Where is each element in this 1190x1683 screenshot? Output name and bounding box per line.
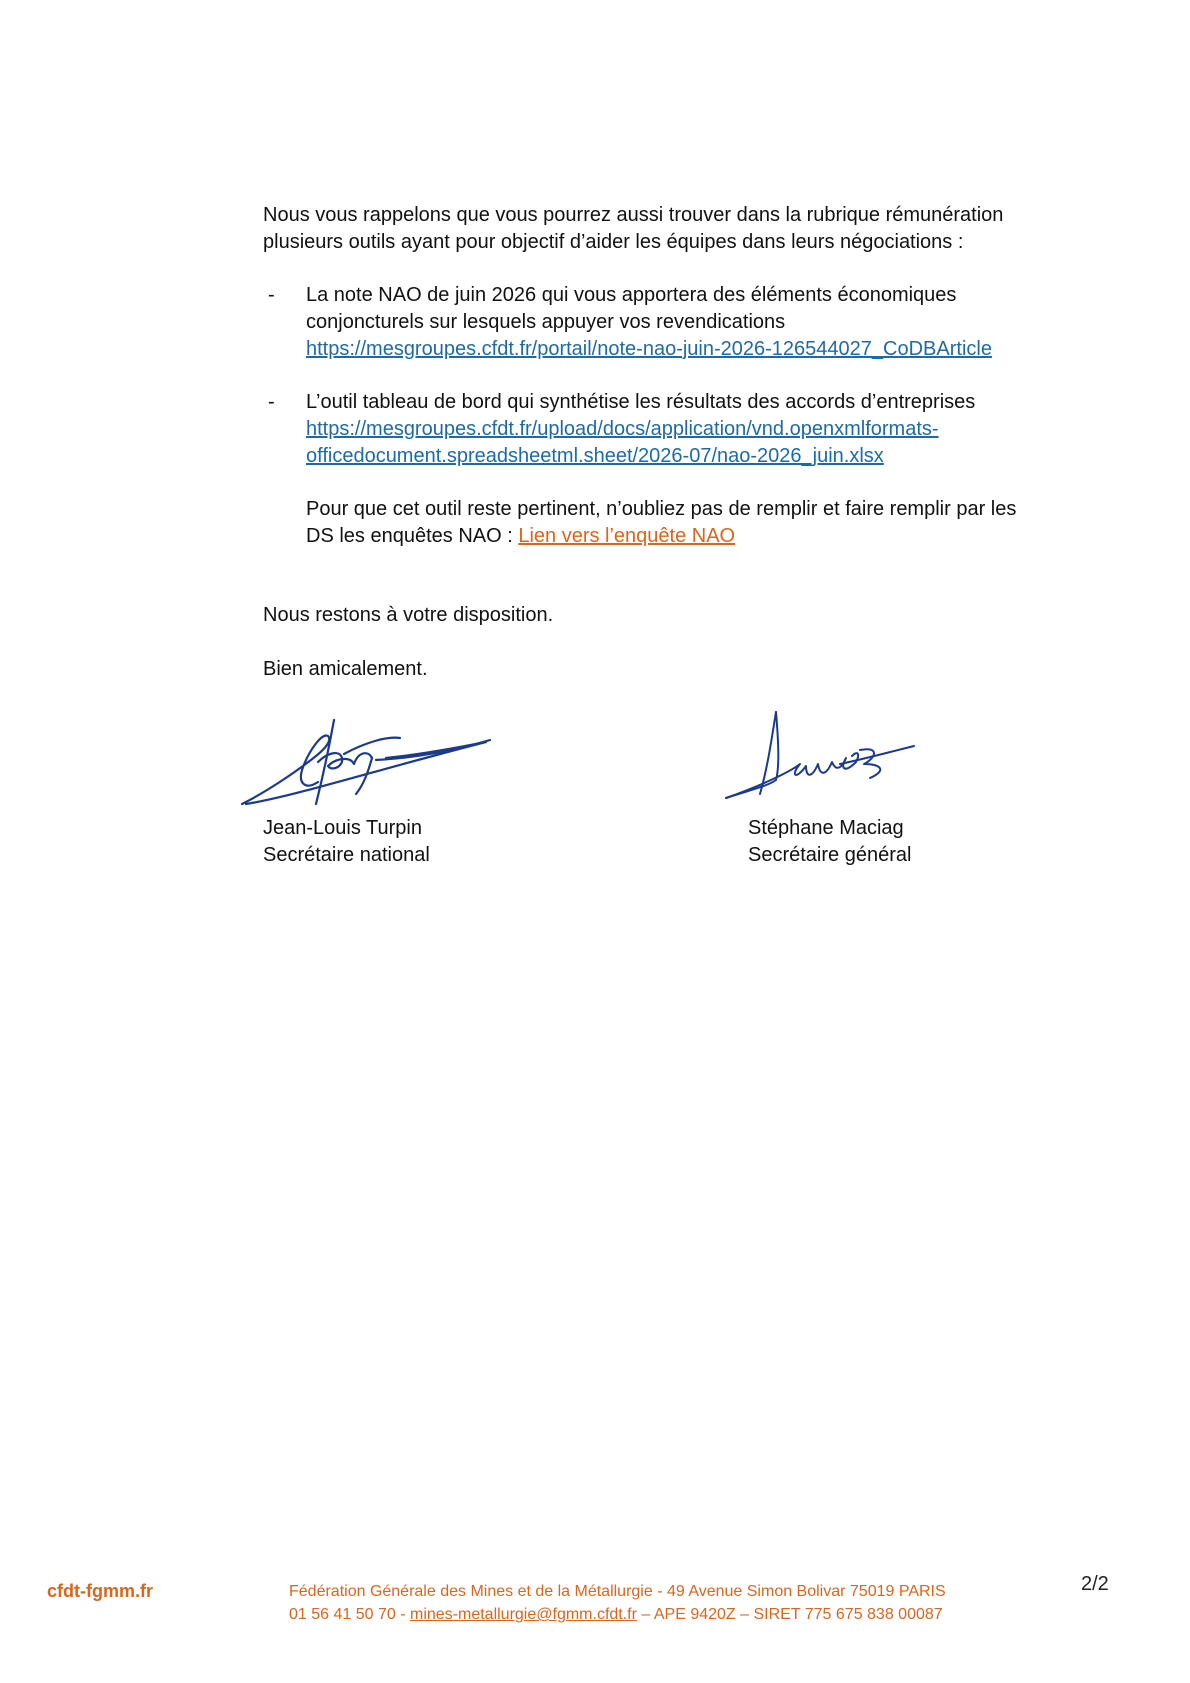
intro-line-2: plusieurs outils ayant pour objectif d’aider les équipes dans leurs négociations :: [263, 231, 964, 253]
bullet-text-line-2: conjoncturels sur lesquels appuyer vos revendications: [306, 311, 786, 333]
dashboard-link-line-1[interactable]: https://mesgroupes.cfdt.fr/upload/docs/application/vnd.openxmlformats-: [306, 418, 939, 440]
bullet-dash: -: [268, 391, 275, 413]
footer-registration: – APE 9420Z – SIRET 775 675 838 00087: [636, 1606, 943, 1623]
signature-maciag: [720, 706, 920, 806]
signatory-title: Secrétaire national: [263, 844, 430, 866]
bullet-item-nao-note: [263, 282, 1085, 363]
signature-turpin: [236, 712, 496, 812]
footer-phone: 01 56 41 50 70 -: [289, 1606, 410, 1623]
bullet-item-dashboard-tool: [263, 389, 1085, 470]
survey-text-prefix: DS les enquêtes NAO :: [306, 525, 519, 547]
footer-address: Fédération Générale des Mines et de la Métallurgie - 49 Avenue Simon Bolivar 75019 PARIS: [289, 1583, 946, 1600]
nao-note-link[interactable]: https://mesgroupes.cfdt.fr/portail/note-nao-juin-2026-126544027_CoDBArticle: [306, 338, 992, 360]
bullet-text-line-1: La note NAO de juin 2026 qui vous apportera des éléments économiques: [306, 284, 957, 306]
footer-email-link[interactable]: mines-metallurgie@fgmm.cfdt.fr: [409, 1606, 637, 1623]
survey-link[interactable]: Lien vers l’enquête NAO: [518, 525, 736, 547]
closing-greeting: Bien amicalement.: [263, 658, 428, 680]
signatory-title: Secrétaire général: [748, 844, 912, 866]
survey-paragraph: [263, 496, 1085, 550]
closing-availability: Nous restons à votre disposition.: [263, 604, 554, 626]
footer-website: cfdt-fgmm.fr: [47, 1581, 153, 1601]
bullet-text-line-1: L’outil tableau de bord qui synthétise les résultats des accords d’entreprises: [306, 391, 976, 413]
survey-text-line-1: Pour que cet outil reste pertinent, n’oubliez pas de remplir et faire remplir par les: [306, 498, 1017, 520]
intro-line-1: Nous vous rappelons que vous pourrez aussi trouver dans la rubrique rémunération: [263, 204, 1004, 226]
footer-contact-block: [289, 1580, 946, 1626]
signatory-left: [263, 815, 430, 869]
intro-paragraph: [263, 202, 1085, 256]
signatory-right: [748, 815, 911, 869]
signatory-name: Jean-Louis Turpin: [263, 817, 422, 839]
signatory-name: Stéphane Maciag: [748, 817, 904, 839]
bullet-dash: -: [268, 284, 275, 306]
page-number: 2/2: [1081, 1573, 1109, 1595]
dashboard-link-line-2[interactable]: officedocument.spreadsheetml.sheet/2026-07/nao-2026_juin.xlsx: [306, 445, 884, 467]
